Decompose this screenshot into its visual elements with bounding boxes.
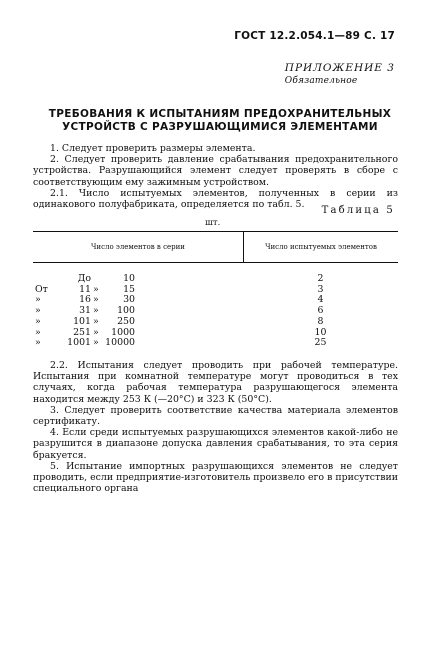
row-prefix: » (35, 337, 41, 349)
page-header: ГОСТ 12.2.054.1—89 С. 17 (234, 30, 395, 42)
table-unit: шт. (205, 218, 221, 228)
column-header-tested: Число испытуемых элементов (265, 243, 377, 251)
tested-count: 3 (317, 283, 324, 295)
paragraphs-bottom (33, 360, 398, 494)
table-body (33, 263, 398, 374)
table-row (33, 328, 243, 339)
row-from: 251 (73, 326, 91, 338)
row-to: 30 (123, 294, 135, 306)
table-row (33, 306, 243, 317)
row-to: 15 (123, 283, 135, 295)
row-sep: » (93, 315, 99, 327)
row-to: 1000 (111, 326, 135, 338)
row-from: 1001 (67, 337, 91, 349)
table-row (33, 317, 243, 328)
appendix-status: Обязательное (284, 76, 358, 86)
table-header (33, 232, 398, 263)
paragraph: 4. Если среди испытуемых разрушающихся элементов какой-либо не разрушится в диапазоне допуска давления срабатывания, то эта серия бракуется. (33, 427, 398, 461)
paragraph: 5. Испытание импортных разрушающихся элементов не следует проводить, если предприятие-изготовитель произвело его в присутствии специального органа (33, 460, 398, 495)
table-caption: Таблица 5 (321, 205, 395, 216)
tested-count: 25 (314, 337, 327, 349)
tested-count: 4 (317, 294, 324, 306)
row-from: 16 (79, 294, 91, 306)
row-from: 11 (79, 283, 91, 295)
row-prefix: » (35, 315, 41, 327)
tested-count: 6 (317, 305, 324, 317)
row-from: До (77, 273, 91, 284)
row-from: 101 (73, 315, 91, 327)
appendix-label-block (285, 62, 395, 86)
row-to: 10000 (105, 337, 135, 349)
tested-count: 2 (317, 273, 324, 284)
table-row (33, 295, 243, 306)
title-line-1: ТРЕБОВАНИЯ К ИСПЫТАНИЯМ ПРЕДОХРАНИТЕЛЬНЫХ (48, 108, 392, 120)
appendix-label: ПРИЛОЖЕНИЕ 3 (284, 62, 395, 74)
tested-column (243, 274, 398, 374)
paragraph: 2.1. Число испытуемых элементов, полученных в серии из одинакового полуфабриката, определяется по табл. 5. (33, 187, 398, 211)
row-sep: » (93, 283, 99, 295)
row-prefix: » (35, 326, 41, 338)
column-header-series: Число элементов в серии (33, 232, 244, 262)
row-prefix: » (35, 294, 41, 306)
title-line-2: УСТРОЙСТВ С РАЗРУШАЮЩИМИСЯ ЭЛЕМЕНТАМИ (62, 121, 378, 133)
tested-count: 10 (314, 326, 327, 338)
paragraphs-top (33, 143, 398, 210)
series-column (33, 274, 243, 374)
row-to: 250 (117, 315, 135, 327)
tested-count: 8 (317, 315, 324, 327)
row-to: 100 (117, 305, 135, 317)
table-row (33, 285, 243, 296)
row-sep: » (93, 305, 99, 317)
paragraph: 3. Следует проверить соответствие качества материала элементов сертификату. (33, 404, 398, 428)
paragraph: 2. Следует проверить давление срабатывания предохранительного устройства. Разрушающийся элемент следует проверять в сборе с соответствующим ему зажимным устройством. (33, 154, 398, 188)
paragraph: 1. Следует проверить размеры элемента. (50, 143, 256, 154)
row-sep: » (93, 337, 99, 349)
row-sep: » (93, 294, 99, 306)
row-sep: » (93, 326, 99, 338)
row-prefix: » (35, 305, 41, 317)
section-title (40, 108, 400, 134)
table-row (33, 338, 243, 349)
row-prefix: От (35, 283, 48, 295)
table-row (33, 274, 243, 285)
row-from: 31 (79, 305, 91, 317)
row-to: 10 (123, 273, 135, 284)
table (33, 231, 398, 374)
paragraph: 2.2. Испытания следует проводить при рабочей температуре. Испытания при комнатной температуре могут проводиться в тех случаях, когда рабочая температура разрушающегося элемента находится между 253 К (—20°С) и 323 К (50°С). (33, 360, 398, 405)
